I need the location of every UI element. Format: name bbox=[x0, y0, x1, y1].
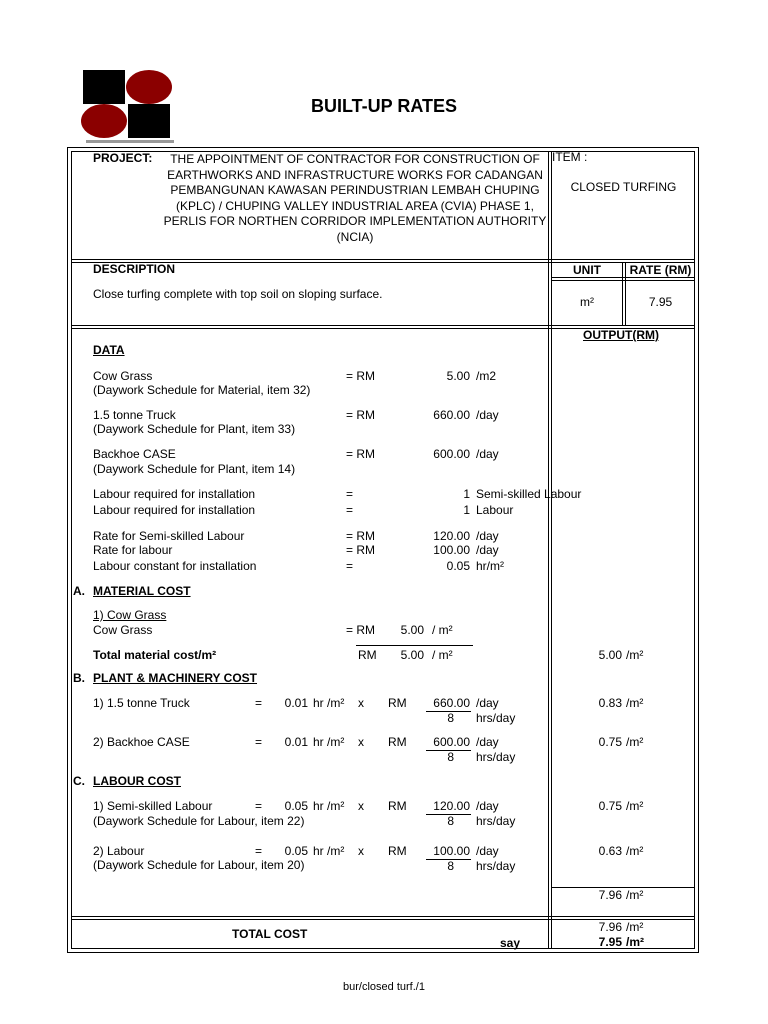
labour-output-unit: /m² bbox=[626, 844, 644, 858]
plant-rm: RM bbox=[388, 696, 407, 710]
item-value: CLOSED TURFING bbox=[570, 180, 677, 194]
project-description: THE APPOINTMENT OF CONTRACTOR FOR CONSTRUCTION OF EARTHWORKS AND INFRASTRUCTURE WORKS FOR CADANGAN PEMBANGUNAN KAWASAN PERINDUSTRIAN LEMBAH CHUPING (KPLC) / CHUPING VALLEY INDUSTRIAL AREA (CVIA) PHASE 1, PERLIS FOR NORTHEN CORRIDOR IMPLEMENTATION AUTHORITY (NCIA) bbox=[163, 152, 547, 244]
unit-value: m² bbox=[580, 295, 594, 309]
labour-const: 0.05 bbox=[284, 844, 308, 858]
plant-eq: = bbox=[255, 696, 263, 710]
data-unit: hr/m² bbox=[476, 559, 504, 573]
data-truck-ref: (Daywork Schedule for Plant, item 33) bbox=[93, 422, 296, 436]
subtotal-unit: /m² bbox=[626, 888, 644, 902]
multiply-sign: x bbox=[358, 844, 364, 858]
data-rate-labour: Rate for labour bbox=[93, 543, 173, 557]
page-footer: bur/closed turf./1 bbox=[343, 981, 425, 993]
material-item: Cow Grass bbox=[93, 623, 153, 637]
data-value: 1 bbox=[463, 487, 470, 501]
say-unit: /m² bbox=[626, 935, 644, 949]
say-value: 7.95 bbox=[598, 935, 622, 949]
page-title: BUILT-UP RATES bbox=[310, 96, 457, 116]
plant-numerator-unit: /day bbox=[476, 735, 499, 749]
total-cost-unit: /m² bbox=[626, 920, 644, 934]
material-unit: / m² bbox=[432, 623, 453, 637]
data-eq: = bbox=[346, 487, 354, 501]
labour-numerator: 120.00 bbox=[433, 799, 470, 813]
rate-value: 7.95 bbox=[648, 295, 673, 309]
data-eq: = bbox=[346, 503, 354, 517]
data-cow-grass: Cow Grass bbox=[93, 369, 153, 383]
material-output-value: 5.00 bbox=[598, 648, 622, 662]
plant-denominator: 8 bbox=[447, 711, 454, 725]
total-cost-label: TOTAL COST bbox=[232, 927, 308, 941]
data-value: 0.05 bbox=[446, 559, 470, 573]
plant-numerator: 660.00 bbox=[433, 696, 470, 710]
data-eq: = bbox=[346, 559, 354, 573]
plant-rm: RM bbox=[388, 735, 407, 749]
labour-rm: RM bbox=[388, 799, 407, 813]
section-letter-b: B. bbox=[73, 671, 85, 685]
material-output-unit: /m² bbox=[626, 648, 644, 662]
data-unit: /m2 bbox=[476, 369, 497, 383]
plant-denominator-unit: hrs/day bbox=[476, 750, 516, 764]
labour-row-label: 2) Labour bbox=[93, 844, 145, 858]
labour-denominator-unit: hrs/day bbox=[476, 814, 516, 828]
data-unit: /day bbox=[476, 408, 499, 422]
data-eq: = RM bbox=[346, 529, 376, 543]
plant-output-value: 0.75 bbox=[598, 735, 622, 749]
labour-const-unit: hr /m² bbox=[313, 844, 345, 858]
labour-output-value: 0.75 bbox=[598, 799, 622, 813]
data-labour-req: Labour required for installation bbox=[93, 503, 256, 517]
project-label: PROJECT: bbox=[93, 151, 153, 165]
labour-denominator: 8 bbox=[447, 859, 454, 873]
data-rate-semi: Rate for Semi-skilled Labour bbox=[93, 529, 245, 543]
material-total-rm: RM bbox=[358, 648, 377, 662]
section-letter-c: C. bbox=[73, 774, 85, 788]
plant-output-unit: /m² bbox=[626, 735, 644, 749]
multiply-sign: x bbox=[358, 799, 364, 813]
plant-eq: = bbox=[255, 735, 263, 749]
data-labour-const: Labour constant for installation bbox=[93, 559, 257, 573]
data-eq: = RM bbox=[346, 408, 376, 422]
description-text: Close turfing complete with top soil on sloping surface. bbox=[93, 287, 383, 301]
plant-denominator-unit: hrs/day bbox=[476, 711, 516, 725]
plant-numerator-unit: /day bbox=[476, 696, 499, 710]
material-value: 5.00 bbox=[400, 623, 424, 637]
data-value: 120.00 bbox=[433, 529, 470, 543]
labour-row-label: 1) Semi-skilled Labour bbox=[93, 799, 213, 813]
data-value: 660.00 bbox=[433, 408, 470, 422]
multiply-sign: x bbox=[358, 735, 364, 749]
plant-const: 0.01 bbox=[284, 696, 308, 710]
data-eq: = RM bbox=[346, 369, 376, 383]
labour-output-value: 0.63 bbox=[598, 844, 622, 858]
plant-output-unit: /m² bbox=[626, 696, 644, 710]
subtotal-value: 7.96 bbox=[598, 888, 622, 902]
data-eq: = RM bbox=[346, 447, 376, 461]
labour-row-ref: (Daywork Schedule for Labour, item 20) bbox=[93, 858, 305, 872]
section-letter-a: A. bbox=[73, 584, 85, 598]
output-label: OUTPUT(RM) bbox=[583, 328, 659, 342]
plant-const-unit: hr /m² bbox=[313, 735, 345, 749]
labour-denominator: 8 bbox=[447, 814, 454, 828]
data-unit: Semi-skilled Labour bbox=[476, 487, 582, 501]
total-cost-value: 7.96 bbox=[598, 920, 622, 934]
labour-const-unit: hr /m² bbox=[313, 799, 345, 813]
plant-denominator: 8 bbox=[447, 750, 454, 764]
multiply-sign: x bbox=[358, 696, 364, 710]
material-heading: MATERIAL COST bbox=[93, 584, 191, 598]
material-total-label: Total material cost/m² bbox=[93, 648, 217, 662]
labour-row-ref: (Daywork Schedule for Labour, item 22) bbox=[93, 814, 305, 828]
data-cow-grass-ref: (Daywork Schedule for Material, item 32) bbox=[93, 383, 311, 397]
plant-numerator: 600.00 bbox=[433, 735, 470, 749]
data-unit: Labour bbox=[476, 503, 514, 517]
say-label: say bbox=[500, 936, 521, 950]
plant-const-unit: hr /m² bbox=[313, 696, 345, 710]
labour-eq: = bbox=[255, 844, 263, 858]
labour-numerator-unit: /day bbox=[476, 844, 499, 858]
data-unit: /day bbox=[476, 447, 499, 461]
labour-eq: = bbox=[255, 799, 263, 813]
unit-label: UNIT bbox=[573, 263, 601, 277]
rate-label: RATE (RM) bbox=[629, 263, 692, 277]
data-value: 600.00 bbox=[433, 447, 470, 461]
plant-row-label: 2) Backhoe CASE bbox=[93, 735, 190, 749]
logo-shadow bbox=[86, 140, 174, 143]
material-total-unit: / m² bbox=[432, 648, 453, 662]
plant-heading: PLANT & MACHINERY COST bbox=[93, 671, 258, 685]
plant-const: 0.01 bbox=[284, 735, 308, 749]
labour-rm: RM bbox=[388, 844, 407, 858]
data-backhoe: Backhoe CASE bbox=[93, 447, 176, 461]
data-eq: = RM bbox=[346, 543, 376, 557]
labour-numerator: 100.00 bbox=[433, 844, 470, 858]
data-unit: /day bbox=[476, 543, 499, 557]
labour-output-unit: /m² bbox=[626, 799, 644, 813]
material-total-value: 5.00 bbox=[400, 648, 424, 662]
data-value: 1 bbox=[463, 503, 470, 517]
data-heading: DATA bbox=[93, 343, 125, 357]
material-sub: 1) Cow Grass bbox=[93, 608, 167, 622]
data-truck: 1.5 tonne Truck bbox=[93, 408, 176, 422]
plant-output-value: 0.83 bbox=[598, 696, 622, 710]
data-value: 100.00 bbox=[433, 543, 470, 557]
material-eq: = RM bbox=[346, 623, 376, 637]
labour-heading: LABOUR COST bbox=[93, 774, 181, 788]
description-label: DESCRIPTION bbox=[93, 262, 176, 276]
data-labour-req: Labour required for installation bbox=[93, 487, 256, 501]
labour-denominator-unit: hrs/day bbox=[476, 859, 516, 873]
data-backhoe-ref: (Daywork Schedule for Plant, item 14) bbox=[93, 462, 296, 476]
labour-numerator-unit: /day bbox=[476, 799, 499, 813]
data-value: 5.00 bbox=[446, 369, 470, 383]
labour-const: 0.05 bbox=[284, 799, 308, 813]
data-unit: /day bbox=[476, 529, 499, 543]
item-label: ITEM : bbox=[552, 150, 588, 164]
plant-row-label: 1) 1.5 tonne Truck bbox=[93, 696, 190, 710]
